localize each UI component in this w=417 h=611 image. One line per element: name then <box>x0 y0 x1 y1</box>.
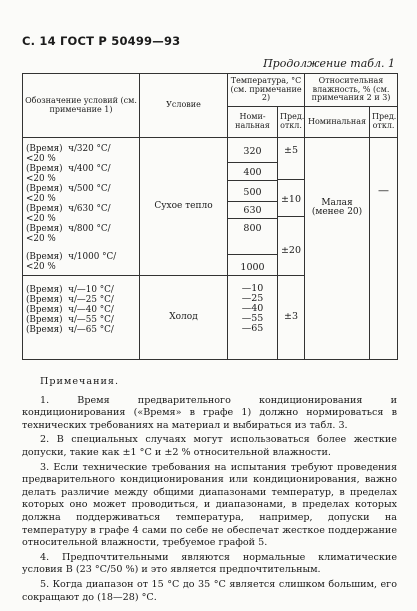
notes-title: Примечания. <box>40 376 119 387</box>
dry-temps-cell <box>228 138 278 276</box>
header-humidity-deviation: Пред. откл. <box>370 107 398 138</box>
condition-item: (Время) ч/—10 °С/ <box>26 285 114 295</box>
dry-conditions-cell <box>23 138 140 276</box>
condition-item: (Время) ч/1000 °С/ <20 % <box>26 252 117 272</box>
temp-deviation: ±5 <box>278 138 304 180</box>
temp-value: 320 <box>228 138 277 163</box>
temp-deviation: ±20 <box>280 245 302 256</box>
header-temperature: Температура, °С (см. примечание 2) <box>228 74 305 107</box>
condition-item: (Время) ч/400 °С/ <20 % <box>26 164 111 184</box>
humidity-deviation-value: — <box>378 183 390 197</box>
header-humidity: Относительная влажность, % (см. примечания 2 и 3) <box>305 74 398 107</box>
conditions-table <box>22 73 398 360</box>
condition-item: (Время) ч/630 °С/ <20 % <box>26 204 111 224</box>
condition-item: (Время) ч/—40 °С/ <box>26 305 114 315</box>
temp-deviation: ±10 <box>278 180 304 217</box>
temp-value: 500 <box>228 181 277 202</box>
temp-value: —25 <box>241 293 264 304</box>
notes-section <box>22 376 397 606</box>
header-humidity-nominal: Номинальная <box>305 107 370 138</box>
table-continuation-label: Продолжение табл. 1 <box>263 57 395 70</box>
note-item: 5. Когда диапазон от 15 °С до 35 °С является слишком большим, его сокращают до (18—28) °С. <box>22 578 397 603</box>
temp-value: 630 <box>228 202 277 219</box>
header-temp-nominal: Номи-нальная <box>228 107 278 138</box>
note-item: 3. Если технические требования на испытания требуют проведения предварительного кондиционирования или кондиционирования, важно делать различие между общими диапазонами температур, в пределах которых оно может проводиться, и диапазонами, в пределах которых должна поддерживаться температура, например, допуски на температуру в графе 4 сами по себе не обеспечат жесткое поддержание относительной влажности, требуемое графой 5. <box>22 461 397 549</box>
header-designation: Обозначение условий (см. примечание 1) <box>23 74 140 138</box>
temp-value: —10 <box>241 283 264 294</box>
dry-heat-label: Сухое тепло <box>140 138 228 276</box>
condition-item: (Время) ч/320 °С/ <20 % <box>26 144 111 164</box>
temp-value: 800 <box>228 219 277 255</box>
cold-temps-cell <box>228 276 278 360</box>
temp-value: 400 <box>228 163 277 181</box>
dry-deviation-cell <box>278 138 305 276</box>
header-temp-deviation: Пред. откл. <box>278 107 305 138</box>
note-item: 4. Предпочтительными являются нормальные климатические условия В (23 °С/50 %) и это является предпочтительным. <box>22 551 397 576</box>
temp-value: —40 <box>241 303 264 314</box>
temp-value: —65 <box>241 323 264 334</box>
note-item: 2. В специальных случаях могут использоваться более жесткие допуски, такие как ±1 °С и ±2 % относительной влажности. <box>22 434 397 458</box>
cold-deviation-cell: ±3 <box>278 276 305 360</box>
condition-item: (Время) ч/800 °С/ <20 % <box>26 224 111 244</box>
page-title: С. 14 ГОСТ Р 50499—93 <box>22 34 181 48</box>
cold-conditions-cell <box>23 276 140 360</box>
note-item: 1. Время предварительного кондиционирования и кондиционирования («Время» в графе 1) должно нормироваться в технических требованиях на материал и выбираться из табл. 3. <box>22 394 397 431</box>
condition-item: (Время) ч/500 °С/ <20 % <box>26 184 111 204</box>
temp-value: —55 <box>241 313 264 324</box>
condition-item: (Время) ч/—65 °С/ <box>26 325 114 335</box>
humidity-nominal-cell <box>305 138 370 360</box>
temp-value: 1000 <box>240 262 265 273</box>
condition-item: (Время) ч/—55 °С/ <box>26 315 114 325</box>
cold-label: Холод <box>140 276 228 360</box>
humidity-deviation-cell <box>370 138 398 360</box>
header-condition: Условие <box>140 74 228 138</box>
condition-item: (Время) ч/—25 °С/ <box>26 295 114 305</box>
humidity-nominal-value: Малая (менее 20) <box>311 197 363 218</box>
